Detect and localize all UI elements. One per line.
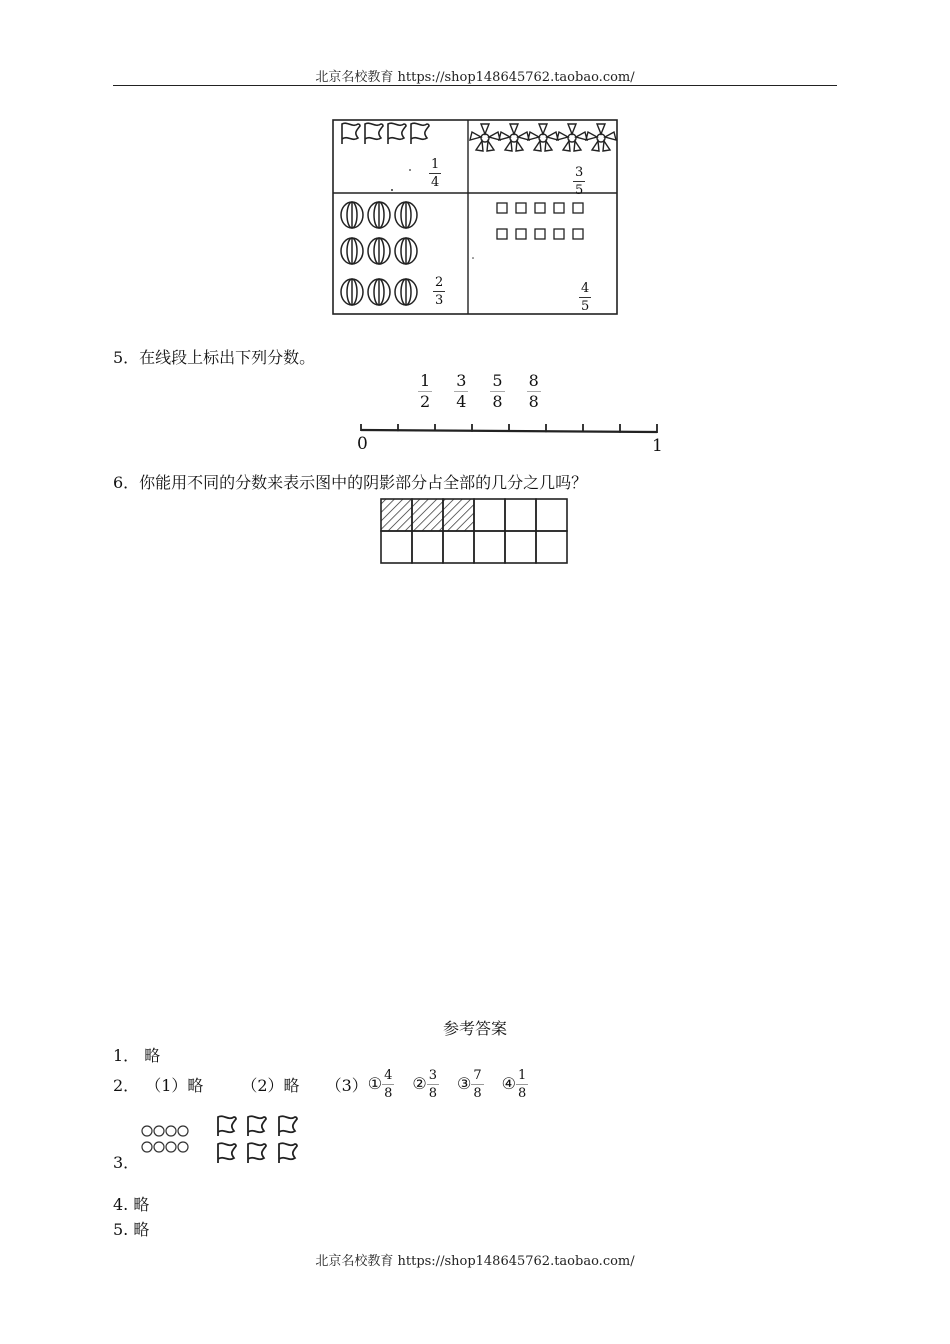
fraction-denominator: 4 [431,175,440,190]
number-line-end-label: 1 [652,436,663,456]
ball-icon-7 [341,279,363,305]
header-rule [113,85,837,86]
fraction-numerator: 2 [435,275,444,290]
ball-icon-8 [368,279,390,305]
answer-2-item-4 [502,1069,529,1100]
square-icon-10 [573,229,583,239]
circle-icon-5 [142,1142,152,1152]
fraction-numerator: 1 [517,1068,527,1083]
flag-icon-3 [388,123,406,144]
fraction-denominator: 2 [420,392,431,411]
number-line-start-label: 0 [357,434,368,454]
cell-balls-fraction [433,276,445,307]
flower-icon-5 [586,124,616,151]
q5-fraction-4 [527,373,541,410]
answer-2-number: 2． [113,1076,140,1095]
q5-fraction-2 [454,373,468,410]
ball-icon-2 [368,202,390,228]
circle-icon-6 [154,1142,164,1152]
circle-icon-4 [178,1126,188,1136]
answers-title: 参考答案 [442,1019,507,1038]
page-header: 北京名校教育 https://shop148645762.taobao.com/ [315,70,635,85]
answer-4: 4. 略 [113,1195,150,1214]
flower-icon-4 [557,124,587,151]
grid-cell [443,531,474,563]
fraction-numerator: 1 [431,157,440,172]
fraction-denominator: 3 [435,293,444,308]
flower-icon-2 [499,124,529,151]
grid-cell [536,531,567,563]
answer-2-part1: （1）略 [145,1076,204,1095]
ball-icon-5 [368,238,390,264]
grid-cell [381,531,412,563]
circle-icon-1 [142,1126,152,1136]
grid-cell [412,531,443,563]
square-icon-3 [535,203,545,213]
q5-fraction-list [418,373,541,410]
flag-icon-2 [365,123,383,144]
flag-icon-a6 [279,1143,297,1163]
flag-icon-a1 [218,1116,236,1136]
number-line [355,420,665,440]
circled-mark: ① [367,1074,383,1093]
flag-icon-a4 [218,1143,236,1163]
circle-icon-8 [178,1142,188,1152]
fraction-denominator: 8 [428,1086,437,1101]
circled-mark: ② [412,1074,427,1093]
fraction-numerator: 4 [581,281,590,296]
ball-icon-6 [395,238,417,264]
grid-cell [474,499,505,531]
square-icon-4 [554,203,564,213]
ball-icon-4 [341,238,363,264]
fraction-denominator: 8 [473,1086,482,1101]
flower-icon-3 [528,124,558,151]
fraction-denominator: 5 [575,183,584,198]
square-icon-8 [535,229,545,239]
answer-3-drawing [138,1112,310,1168]
flag-icon-4 [411,123,429,144]
answer-5: 5. 略 [113,1220,150,1239]
question-5: 5．在线段上标出下列分数。 [113,348,316,367]
cell-flowers-fraction [573,166,585,197]
ball-icon-9 [395,279,417,305]
shaded-cell [381,499,412,531]
cell-squares-fraction [579,282,591,313]
flag-icon-1 [342,123,360,144]
fraction-numerator: 3 [456,371,467,390]
fraction-numerator: 4 [384,1068,393,1083]
answer-2 [113,1069,528,1100]
page-footer: 北京名校教育 https://shop148645762.taobao.com/ [315,1254,635,1269]
flag-icon-a5 [248,1143,266,1163]
shaded-cell [443,499,474,531]
flag-icons-answer [218,1116,297,1163]
circled-mark: ④ [501,1074,516,1093]
square-icon-9 [554,229,564,239]
q5-fraction-3 [490,373,504,410]
answer-3: 3． [113,1153,140,1172]
question-6: 6．你能用不同的分数来表示图中的阴影部分占全部的几分之几吗？ [113,473,588,492]
answer-1: 1． 略 [113,1046,161,1065]
square-icon-6 [497,229,507,239]
circle-icon-3 [166,1126,176,1136]
grid-cell [536,499,567,531]
grid-cell [505,499,536,531]
fraction-numerator: 1 [420,371,431,390]
ball-icon-1 [341,202,363,228]
fraction-denominator: 8 [492,392,503,411]
fraction-numerator: 3 [428,1068,437,1083]
grid-cell [505,531,536,563]
fraction-numerator: 8 [528,371,539,390]
flag-icons [342,123,429,144]
q5-fraction-1 [418,373,432,410]
fraction-denominator: 4 [456,392,467,411]
fraction-denominator: 8 [528,392,539,411]
circle-icons [142,1126,188,1152]
grid-cell [474,531,505,563]
square-icon-7 [516,229,526,239]
fraction-denominator: 8 [384,1086,393,1101]
ball-icons [341,202,417,305]
cell-flags-fraction [429,158,441,189]
shaded-grid [379,497,571,567]
flag-icon-a2 [248,1116,266,1136]
fraction-numerator: 5 [492,371,503,390]
answer-2-part2: （2）略 [241,1076,300,1095]
circle-icon-7 [166,1142,176,1152]
flower-icons [470,124,616,151]
fraction-numerator: 3 [575,165,584,180]
square-icon-1 [497,203,507,213]
square-icon-5 [573,203,583,213]
answer-2-item-2 [412,1069,439,1100]
flag-icon-a3 [279,1116,297,1136]
fraction-denominator: 5 [581,299,590,314]
flower-icon-1 [470,124,500,151]
answer-2-part3: （3） [325,1076,368,1095]
square-icons [497,203,583,239]
fraction-denominator: 8 [517,1086,527,1101]
answer-2-item-3 [457,1069,484,1100]
fraction-numerator: 7 [473,1068,482,1083]
square-icon-2 [516,203,526,213]
circle-icon-2 [154,1126,164,1136]
ball-icon-3 [395,202,417,228]
circled-mark: ③ [457,1074,472,1093]
answer-2-item-1 [368,1069,395,1100]
shaded-cell [412,499,443,531]
